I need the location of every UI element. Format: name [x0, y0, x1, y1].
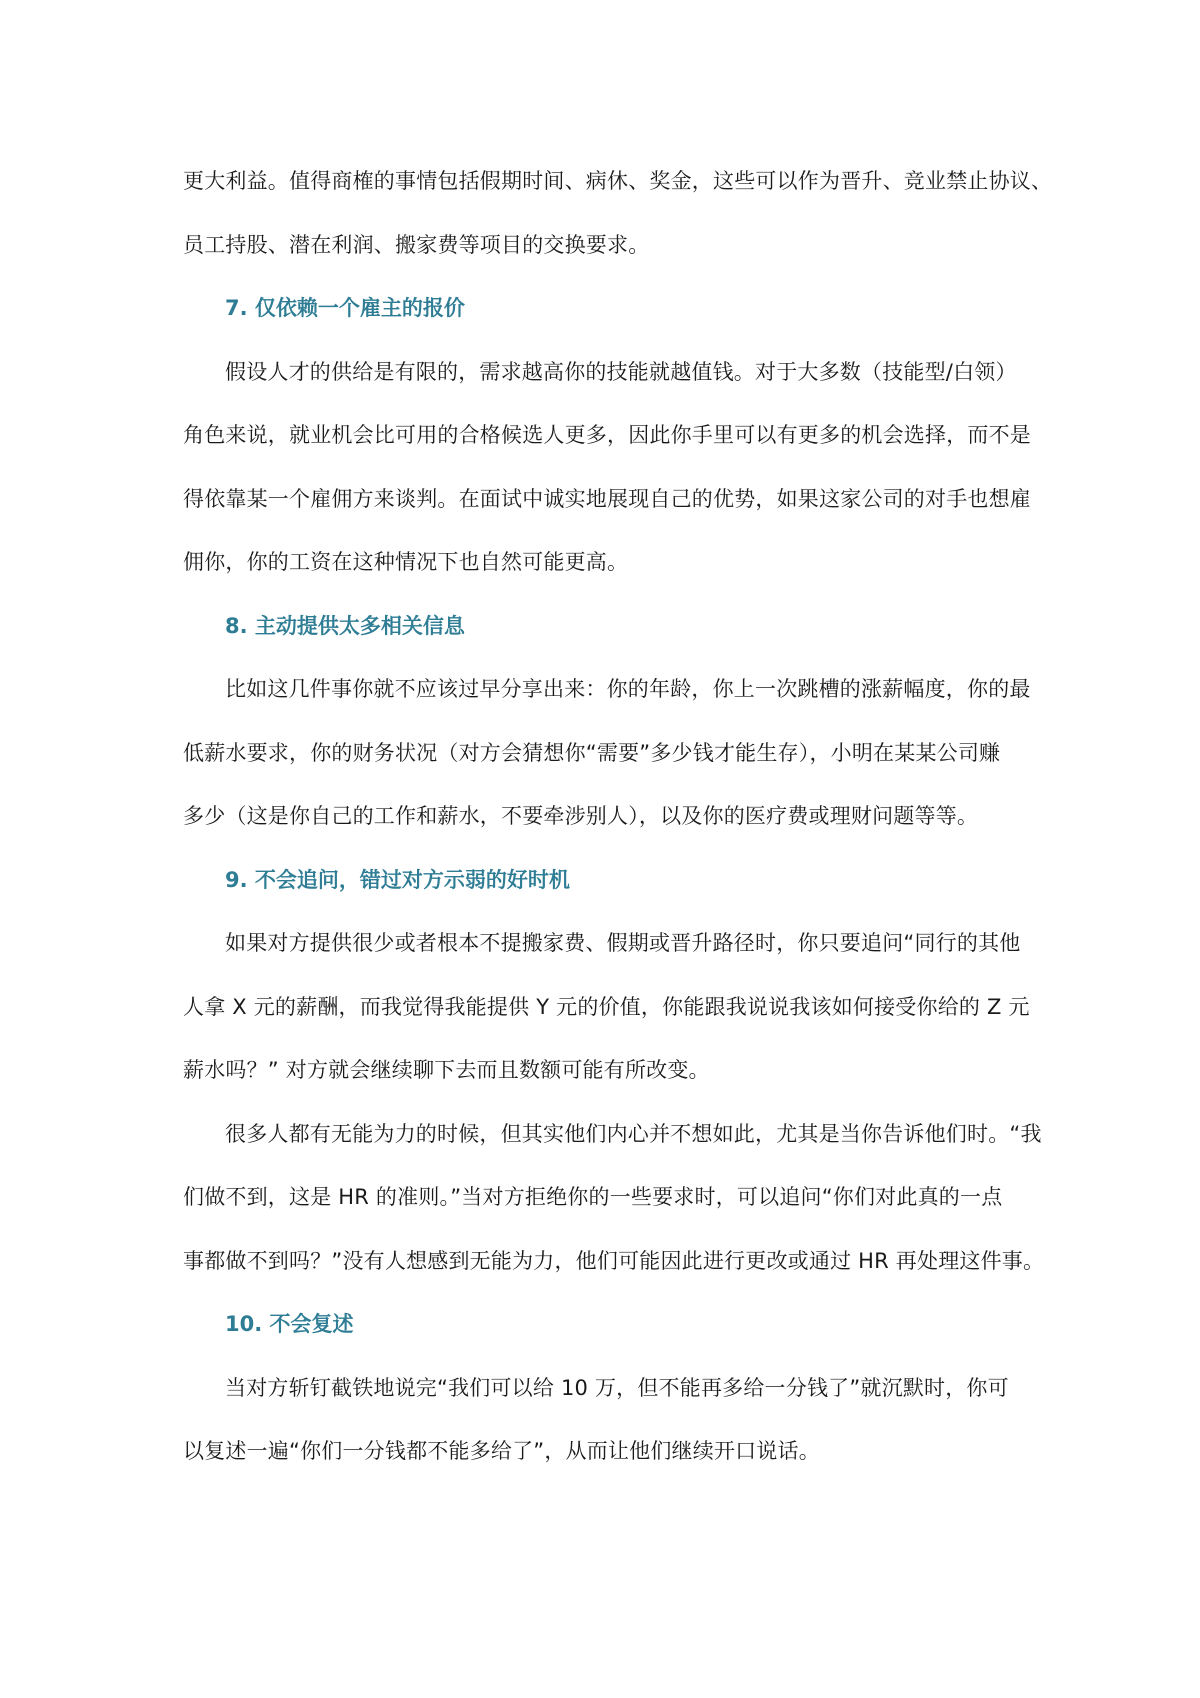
section-heading-10: 10. 不会复述: [225, 1312, 354, 1336]
paragraph-line: 更大利益。值得商榷的事情包括假期时间、病休、奖金，这些可以作为晋升、竞业禁止协议、: [183, 169, 1053, 193]
section-heading-7: 7. 仅依赖一个雇主的报价: [225, 296, 465, 320]
section-heading-8: 8. 主动提供太多相关信息: [225, 613, 465, 638]
paragraph-line: 假设人才的供给是有限的，需求越高你的技能就越值钱。对于大多数（技能型/白领）: [225, 359, 1017, 384]
paragraph-line: 低薪水要求，你的财务状况（对方会猜想你“需要”多少钱才能生存），小明在某某公司赚: [183, 740, 1001, 765]
paragraph-line: 很多人都有无能为力的时候，但其实他们内心并不想如此，尤其是当你告诉他们时。“我: [225, 1121, 1042, 1146]
paragraph-line: 佣你，你的工资在这种情况下也自然可能更高。: [183, 550, 629, 574]
paragraph-line: 事都做不到吗？”没有人想感到无能为力，他们可能因此进行更改或通过 HR 再处理这件事。: [183, 1248, 1045, 1273]
paragraph-line: 角色来说，就业机会比可用的合格候选人更多，因此你手里可以有更多的机会选择，而不是: [183, 423, 1031, 447]
paragraph-line: 得依靠某一个雇佣方来谈判。在面试中诚实地展现自己的优势，如果这家公司的对手也想雇: [183, 486, 1031, 511]
paragraph-line: 如果对方提供很少或者根本不提搬家费、假期或晋升路径时，你只要追问“同行的其他: [225, 931, 1021, 955]
article-body: [183, 150, 1053, 1484]
paragraph-line: 们做不到，这是 HR 的准则。”当对方拒绝你的一些要求时，可以追问“你们对此真的一点: [183, 1185, 1003, 1209]
paragraph-line: 以复述一遍“你们一分钱都不能多给了”，从而让他们继续开口说话。: [183, 1439, 820, 1463]
section-heading-9: 9. 不会追问，错过对方示弱的好时机: [225, 867, 570, 892]
paragraph-line: 薪水吗？” 对方就会继续聊下去而且数额可能有所改变。: [183, 1058, 710, 1082]
paragraph-line: 员工持股、潜在利润、搬家费等项目的交换要求。: [183, 232, 650, 257]
paragraph-line: 当对方斩钉截铁地说完“我们可以给 10 万，但不能再多给一分钱了”就沉默时，你可: [225, 1375, 1009, 1400]
paragraph-line: 比如这几件事你就不应该过早分享出来：你的年龄，你上一次跳槽的涨薪幅度，你的最: [225, 677, 1031, 701]
paragraph-line: 多少（这是你自己的工作和薪水，不要牵涉别人），以及你的医疗费或理财问题等等。: [183, 804, 979, 828]
paragraph-line: 人拿 X 元的薪酬，而我觉得我能提供 Y 元的价值，你能跟我说说我该如何接受你给的 Z 元: [183, 994, 1030, 1019]
